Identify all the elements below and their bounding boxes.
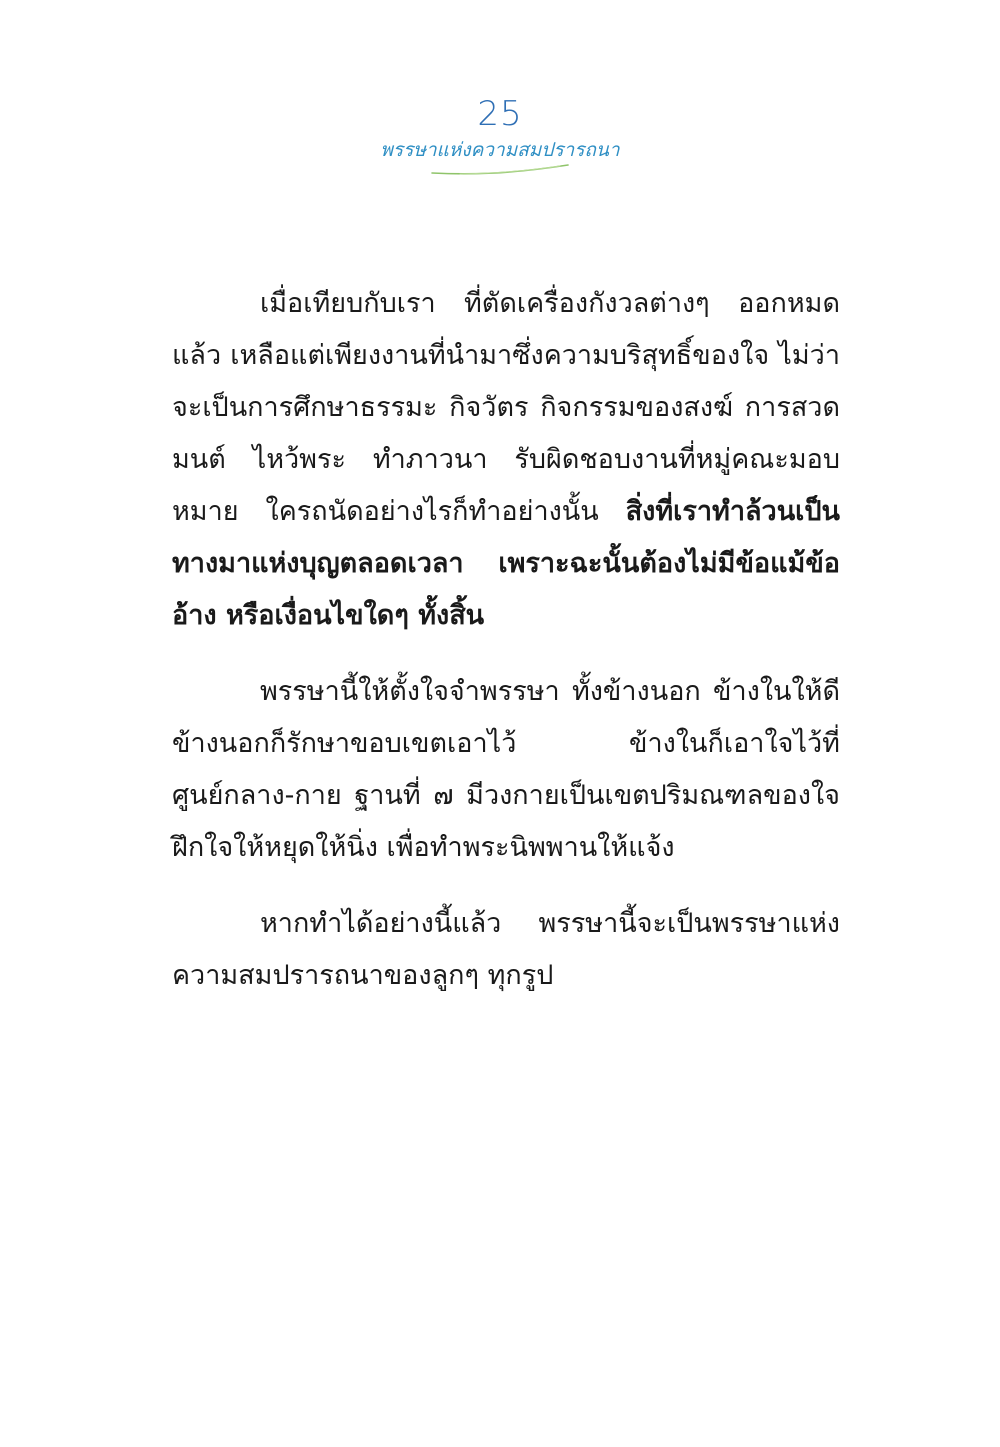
paragraph-3: หากทำได้อย่างนี้แล้ว พรรษานี้จะเป็นพรรษาแห่งความสมปรารถนาของลูกๆ ทุกรูป xyxy=(172,908,840,991)
running-title: พรรษาแห่งความสมปรารถนา xyxy=(380,139,620,161)
page-number: 25 xyxy=(477,94,523,134)
body-text xyxy=(172,278,840,1026)
paragraph-1-text: เมื่อเทียบกับเรา ที่ตัดเครื่องกังวลต่างๆ ออกหมดแล้ว เหลือแต่เพียงงานที่นำมาซึ่งความบริสุทธิ์ของใจ ไม่ว่าจะเป็นการศึกษาธรรมะ กิจวัตร กิจกรรมของสงฆ์ การสวดมนต์ ไหว้พระ ทำภาวนา รับผิดชอบงานที่หมู่คณะมอบหมาย ใครถนัดอย่างไรก็ทำอย่างนั้น xyxy=(172,288,840,527)
page-header xyxy=(0,92,1000,176)
paragraph-2: พรรษานี้ให้ตั้งใจจำพรรษา ทั้งข้างนอก ข้างในให้ดี ข้างนอกก็รักษาขอบเขตเอาไว้ ข้างในก็เอาใจไว้ที่ศูนย์กลาง-กาย ฐานที่ ๗ มีวงกายเป็นเขตปริมณฑลของใจ ฝึกใจให้หยุดให้นิ่ง เพื่อทำพระนิพพานให้แจ้ง xyxy=(172,676,840,863)
paragraph-1-emphasis: สิ่งที่เราทำล้วนเป็นทางมาแห่งบุญตลอดเวลา เพราะฉะนั้นต้องไม่มีข้อแม้ข้ออ้าง หรือเงื่อนไขใดๆ ทั้งสิ้น xyxy=(172,496,840,631)
paragraph-1 xyxy=(172,278,840,642)
decorative-swoosh xyxy=(430,162,570,176)
